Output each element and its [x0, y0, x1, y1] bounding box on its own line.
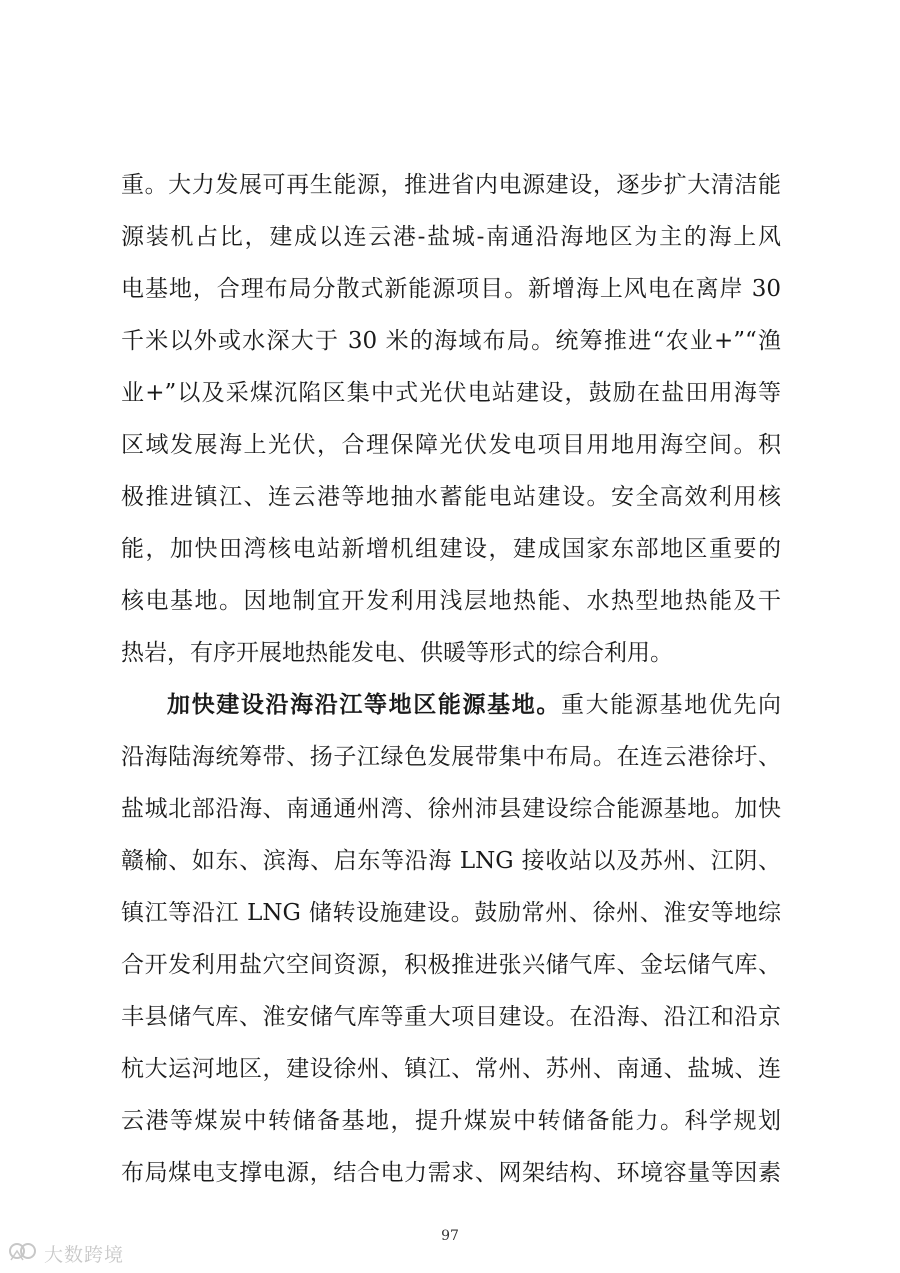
- body-line-8: 能，加快田湾核电站新增机组建设，建成国家东部地区重要的: [121, 536, 781, 562]
- body-line-9: 核电基地。因地制宜开发利用浅层地热能、水热型地热能及干: [121, 588, 781, 614]
- paragraph-2-line-4: 赣榆、如东、滨海、启东等沿海 LNG 接收站以及苏州、江阴、: [121, 848, 781, 874]
- brand-logo-icon: [8, 1238, 38, 1268]
- paragraph-2-line-10: 布局煤电支撑电源，结合电力需求、网架结构、环境容量等因素: [121, 1160, 781, 1186]
- body-line-7: 极推进镇江、连云港等地抽水蓄能电站建设。安全高效利用核: [121, 484, 781, 510]
- paragraph-2-first-rest: 重大能源基地优先向: [561, 692, 781, 718]
- body-line-6: 区域发展海上光伏，合理保障光伏发电项目用地用海空间。积: [121, 432, 781, 458]
- paragraph-2-heading: 加快建设沿海沿江等地区能源基地。: [167, 691, 561, 718]
- paragraph-2-first-line: [167, 685, 781, 725]
- paragraph-2-line-9: 云港等煤炭中转储备基地，提升煤炭中转储备能力。科学规划: [121, 1108, 781, 1134]
- watermark-text: 大数跨境: [44, 1243, 125, 1266]
- paragraph-2-line-7: 丰县储气库、淮安储气库等重大项目建设。在沿海、沿江和沿京: [121, 1004, 781, 1030]
- body-line-2: 源装机占比，建成以连云港-盐城-南通沿海地区为主的海上风: [121, 224, 781, 250]
- paragraph-2-line-6: 合开发利用盐穴空间资源，积极推进张兴储气库、金坛储气库、: [121, 952, 781, 978]
- paragraph-2-line-2: 沿海陆海统筹带、扬子江绿色发展带集中布局。在连云港徐圩、: [121, 744, 781, 770]
- body-line-5: 业+”以及采煤沉陷区集中式光伏电站建设，鼓励在盐田用海等: [121, 380, 781, 406]
- body-line-10: 热岩，有序开展地热能发电、供暖等形式的综合利用。: [121, 640, 673, 666]
- body-line-4: 千米以外或水深大于 30 米的海域布局。统筹推进“农业+”“渔: [121, 328, 781, 354]
- paragraph-2-line-5: 镇江等沿江 LNG 储转设施建设。鼓励常州、徐州、淮安等地综: [121, 900, 781, 926]
- body-line-3: 电基地，合理布局分散式新能源项目。新增海上风电在离岸 30: [121, 276, 781, 302]
- watermark: [8, 1238, 124, 1268]
- body-line-1: 重。大力发展可再生能源，推进省内电源建设，逐步扩大清洁能: [121, 172, 781, 198]
- paragraph-2-line-3: 盐城北部沿海、南通通州湾、徐州沛县建设综合能源基地。加快: [121, 796, 781, 822]
- page-number: 97: [441, 1228, 459, 1244]
- paragraph-2-line-8: 杭大运河地区，建设徐州、镇江、常州、苏州、南通、盐城、连: [121, 1056, 781, 1082]
